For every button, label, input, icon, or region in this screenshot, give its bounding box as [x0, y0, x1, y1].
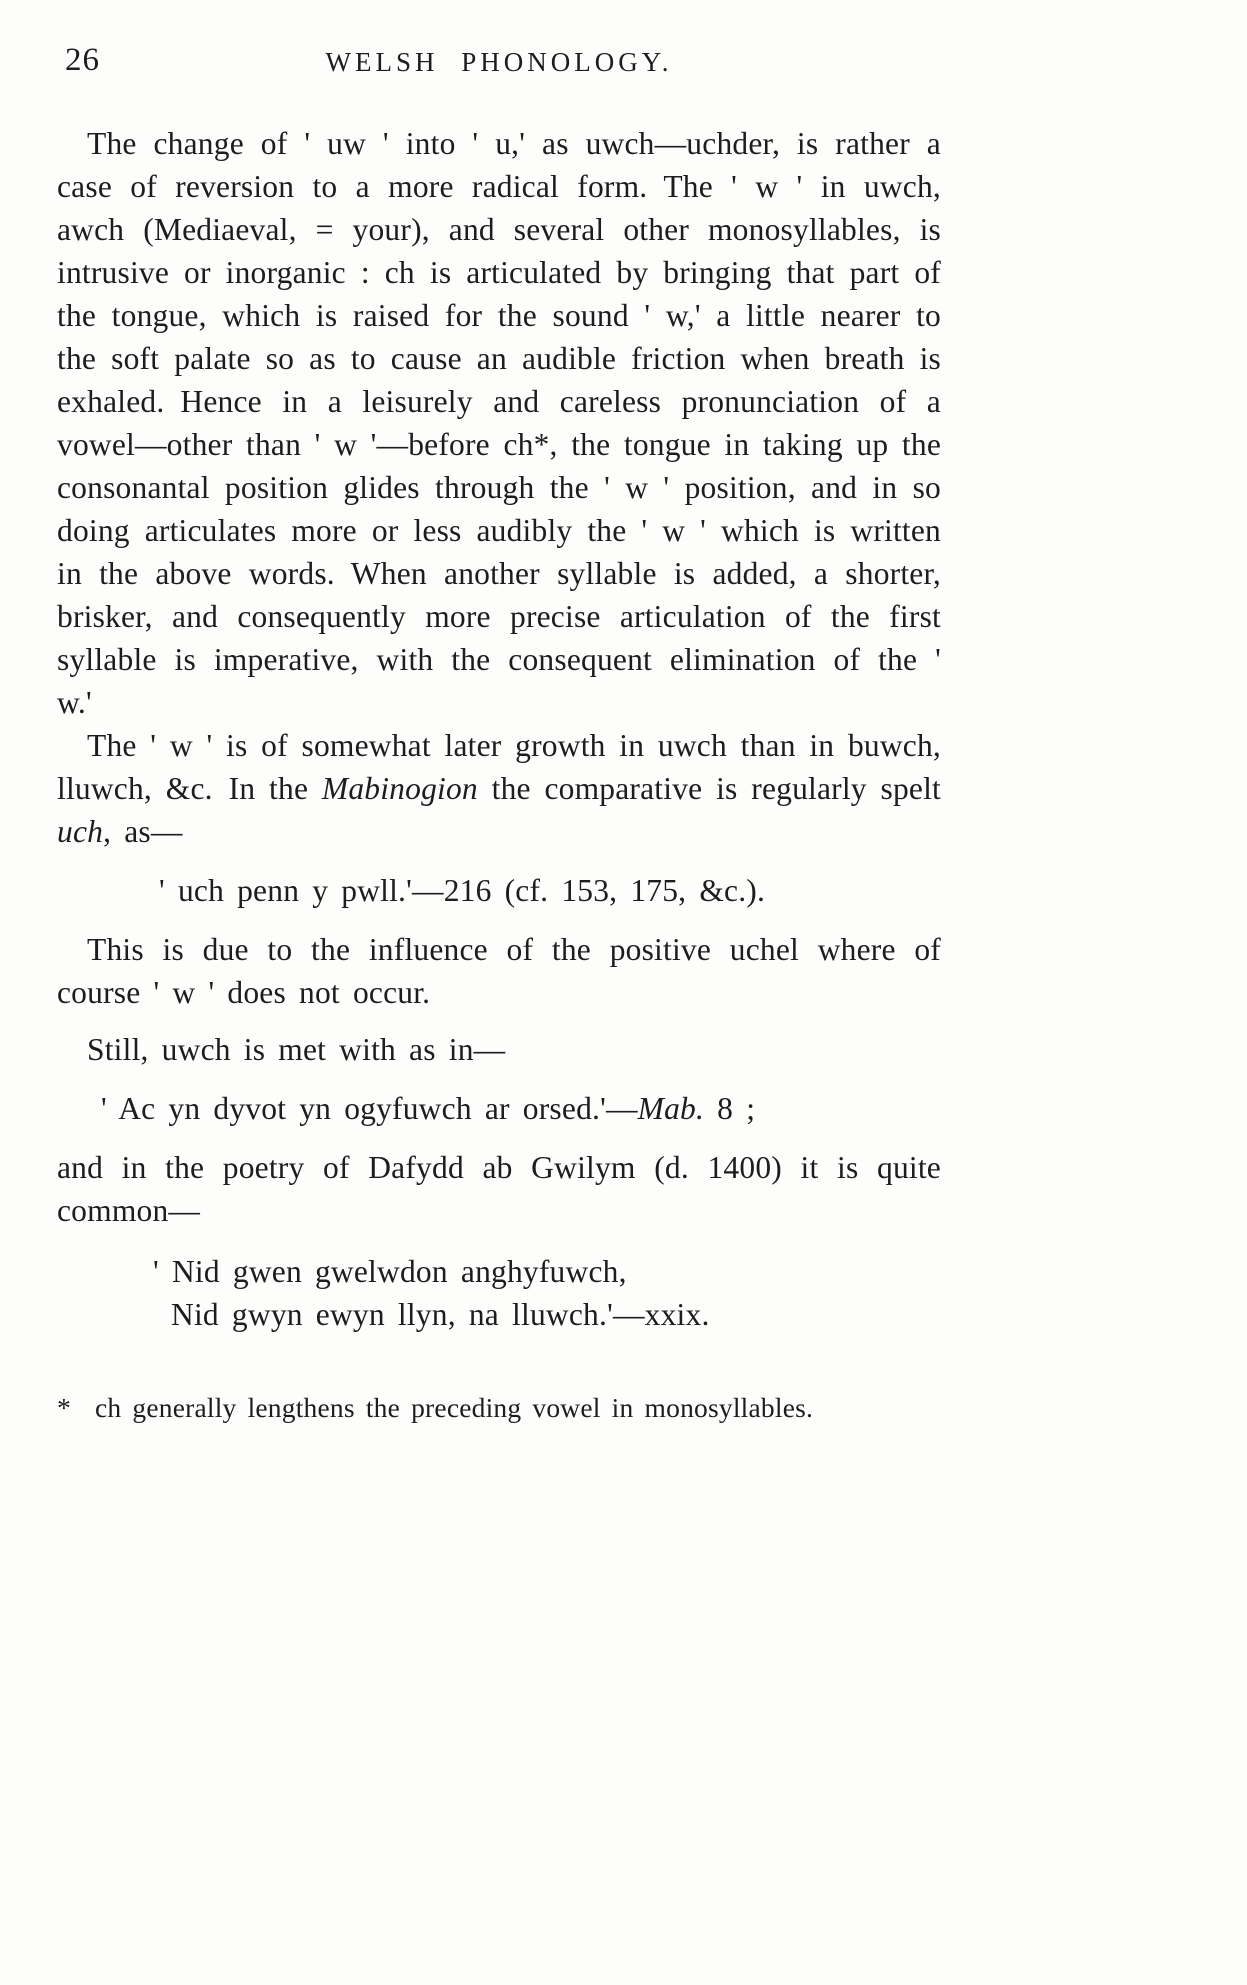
text-run: , as— [103, 814, 183, 849]
footnote [57, 1390, 941, 1426]
text-run-italic-mabinogion: Mabinogion [321, 771, 478, 806]
paragraph-3: This is due to the influence of the positive uchel where of course ' w ' does not occur. [57, 932, 941, 1010]
page-footer [57, 1390, 941, 1426]
verse-quotation [57, 1250, 941, 1336]
text-run: ' Ac yn dyvot yn ogyfuwch ar orsed.'— [101, 1091, 638, 1126]
paragraph-5: and in the poetry of Dafydd ab Gwilym (d. 1400) it is quite common— [57, 1150, 941, 1228]
quotation-2 [57, 1087, 941, 1130]
footnote-text: ch generally lengthens the preceding vowel in monosyllables. [94, 1392, 814, 1423]
footnote-marker: * [57, 1392, 71, 1423]
quotation-1: ' uch penn y pwll.'—216 (cf. 153, 175, &c.). [159, 873, 766, 908]
text-run: the comparative is regularly spelt [477, 771, 941, 806]
body-text [57, 122, 941, 1336]
text-run: The ' w ' is of somewhat later growth in uwch than in buwch, lluwch, &c. In the [57, 728, 941, 806]
page-number: 26 [65, 42, 100, 78]
verse-line: Nid gwyn ewyn llyn, na lluwch.'—xxix. [171, 1297, 710, 1332]
text-run-italic-uch: uch [57, 814, 104, 849]
verse-line: ' Nid gwen gwelwdon anghyfuwch, [153, 1254, 627, 1289]
page-header [57, 42, 941, 90]
text-column [57, 0, 941, 1426]
paragraph-4: Still, uwch is met with as in— [87, 1032, 506, 1067]
text-run-italic-mab: Mab. [637, 1091, 705, 1126]
text-run: 8 ; [704, 1091, 756, 1126]
running-title: WELSH PHONOLOGY. [325, 47, 673, 77]
paragraph-2 [57, 724, 941, 853]
paragraph-1: The change of ' uw ' into ' u,' as uwch—uchder, is rather a case of reversion to a more radical form. The ' w ' in uwch, awch (Mediaeval, = your), and several other monosyllables, is intrusive or inorganic : ch is articulated by bringing that part of the tongue, which is raised for the sound ' w,' a little nearer to the soft palate so as to cause an audible friction when breath is exhaled. Hence in a leisurely and careless pronunciation of a vowel—other than ' w '—before ch*, the tongue in taking up the consonantal position glides through the ' w ' position, and in so doing articulates more or less audibly the ' w ' which is written in the above words. When another syllable is added, a shorter, brisker, and consequently more precise articulation of the first syllable is imperative, with the consequent elimination of the ' w.' [57, 126, 941, 720]
